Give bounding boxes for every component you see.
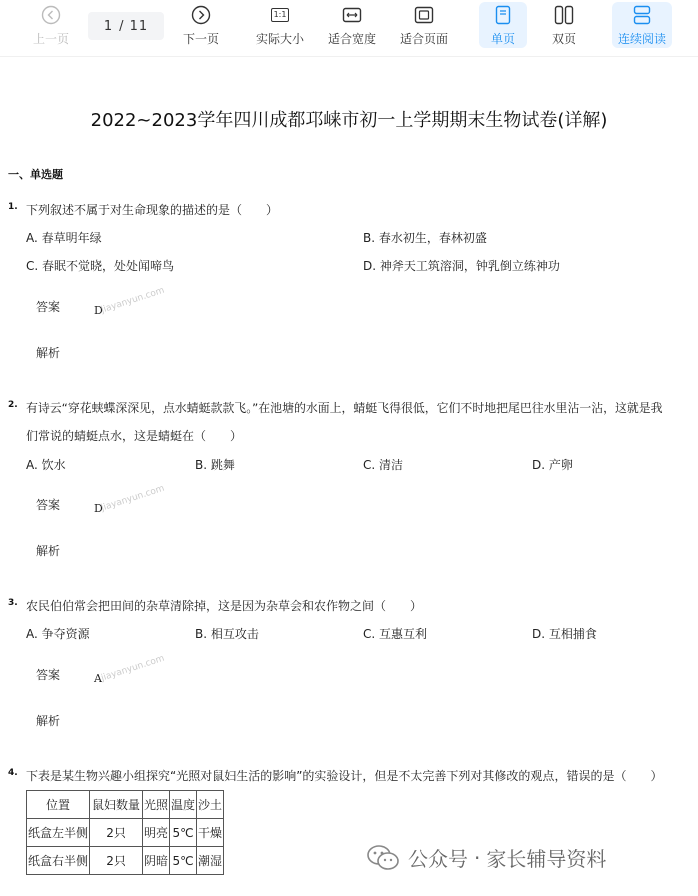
table-row <box>27 819 224 847</box>
answer-value: D <box>94 502 103 515</box>
table-cell: 阴暗 <box>143 847 170 875</box>
question-stem: 农民伯伯常会把田间的杂草清除掉，这是因为杂草会和农作物之间（ ） <box>26 599 423 613</box>
double-page-button[interactable] <box>540 2 588 48</box>
actual-size-icon-text: 1:1 <box>271 8 290 22</box>
double-page-icon <box>554 4 574 26</box>
analysis-label: 解析 <box>36 544 61 558</box>
answer-label: 答案 <box>36 300 61 314</box>
continuous-reading-icon <box>633 4 651 26</box>
question-number: 2. <box>8 400 18 410</box>
single-page-button[interactable] <box>479 2 527 48</box>
chevron-left-circle-icon <box>41 4 61 26</box>
table-header: 鼠妇数量 <box>90 791 143 819</box>
table-row <box>27 847 224 875</box>
analysis-label: 解析 <box>36 346 61 360</box>
option-c: C. 清洁 <box>363 458 404 472</box>
question-number: 4. <box>8 768 18 778</box>
question-number: 3. <box>8 598 18 608</box>
fit-width-button[interactable] <box>324 2 380 48</box>
question-number: 1. <box>8 202 18 212</box>
next-page-button[interactable] <box>178 2 224 48</box>
table-cell: 干燥 <box>197 819 224 847</box>
question-stem-line1: 有诗云“穿花蛱蝶深深见，点水蜻蜓款款飞。”在池塘的水面上，蜻蜓飞得很低，它们不时地把尾巴往水里沾一沾，这就是我 <box>26 401 663 415</box>
section-heading: 一、单选题 <box>8 168 63 181</box>
option-b: B. 相互攻击 <box>195 627 259 641</box>
continuous-reading-label: 连续阅读 <box>617 31 666 46</box>
page-total: / 11 <box>119 18 149 34</box>
answer-label: 答案 <box>36 498 61 512</box>
watermark: jiayanyun.com <box>100 653 166 684</box>
question-stem-line2: 们常说的蜻蜓点水，这是蜻蜓在（ ） <box>26 429 243 443</box>
option-a: A. 争夺资源 <box>26 627 90 641</box>
wechat-icon <box>366 844 400 872</box>
fit-page-label: 适合页面 <box>399 31 448 46</box>
option-d: D. 互相捕食 <box>532 627 597 641</box>
option-c: C. 春眠不觉晓，处处闻啼鸟 <box>26 259 175 273</box>
double-page-label: 双页 <box>551 31 576 46</box>
table-header-row <box>27 791 224 819</box>
option-b: B. 跳舞 <box>195 458 235 472</box>
viewer-toolbar <box>0 0 698 57</box>
chevron-right-circle-icon <box>191 4 211 26</box>
table-header: 位置 <box>27 791 90 819</box>
table-cell: 纸盒左半侧 <box>27 819 90 847</box>
fit-width-label: 适合宽度 <box>327 31 376 46</box>
watermark: jiayanyun.com <box>100 483 166 514</box>
account-name: 家长辅导资料 <box>486 847 607 871</box>
table-cell: 2只 <box>90 819 143 847</box>
single-page-label: 单页 <box>490 31 515 46</box>
prev-page-label: 上一页 <box>32 31 69 46</box>
table-cell: 纸盒右半侧 <box>27 847 90 875</box>
continuous-reading-button[interactable] <box>612 2 672 48</box>
experiment-table <box>26 790 224 875</box>
page-current: 1 <box>103 18 114 34</box>
actual-size-icon <box>271 4 290 26</box>
table-header: 光照 <box>143 791 170 819</box>
option-a: A. 饮水 <box>26 458 66 472</box>
option-d: D. 产卵 <box>532 458 573 472</box>
next-page-label: 下一页 <box>182 31 219 46</box>
fit-page-button[interactable] <box>396 2 452 48</box>
single-page-icon <box>495 4 511 26</box>
actual-size-label: 实际大小 <box>255 31 304 46</box>
account-separator: · <box>474 845 481 870</box>
table-cell: 明亮 <box>143 819 170 847</box>
account-watermark <box>366 843 606 872</box>
table-cell: 潮湿 <box>197 847 224 875</box>
table-cell: 5℃ <box>170 847 197 875</box>
prev-page-button[interactable] <box>28 2 74 48</box>
account-prefix: 公众号 <box>408 847 468 871</box>
option-d: D. 神斧天工筑溶洞，钟乳倒立练神功 <box>363 259 560 273</box>
watermark: jiayanyun.com <box>100 285 166 316</box>
answer-value: A <box>94 672 102 685</box>
table-header: 沙土 <box>197 791 224 819</box>
question-stem: 下列叙述不属于对生命现象的描述的是（ ） <box>26 203 279 217</box>
option-a: A. 春草明年绿 <box>26 231 102 245</box>
document-title: 2022~2023学年四川成都邛崃市初一上学期期末生物试卷(详解) <box>90 110 608 131</box>
fit-page-icon <box>414 4 434 26</box>
analysis-label: 解析 <box>36 714 61 728</box>
question-stem: 下表是某生物兴趣小组探究“光照对鼠妇生活的影响”的实验设计，但是不太完善下列对其修改的观点，错误的是（ ） <box>26 769 663 783</box>
table-header: 温度 <box>170 791 197 819</box>
fit-width-icon <box>342 4 362 26</box>
answer-value: D <box>94 304 103 317</box>
table-cell: 2只 <box>90 847 143 875</box>
answer-label: 答案 <box>36 668 61 682</box>
page-indicator[interactable] <box>88 12 164 40</box>
option-c: C. 互惠互利 <box>363 627 428 641</box>
actual-size-button[interactable] <box>252 2 308 48</box>
option-b: B. 春水初生，春林初盛 <box>363 231 487 245</box>
table-cell: 5℃ <box>170 819 197 847</box>
